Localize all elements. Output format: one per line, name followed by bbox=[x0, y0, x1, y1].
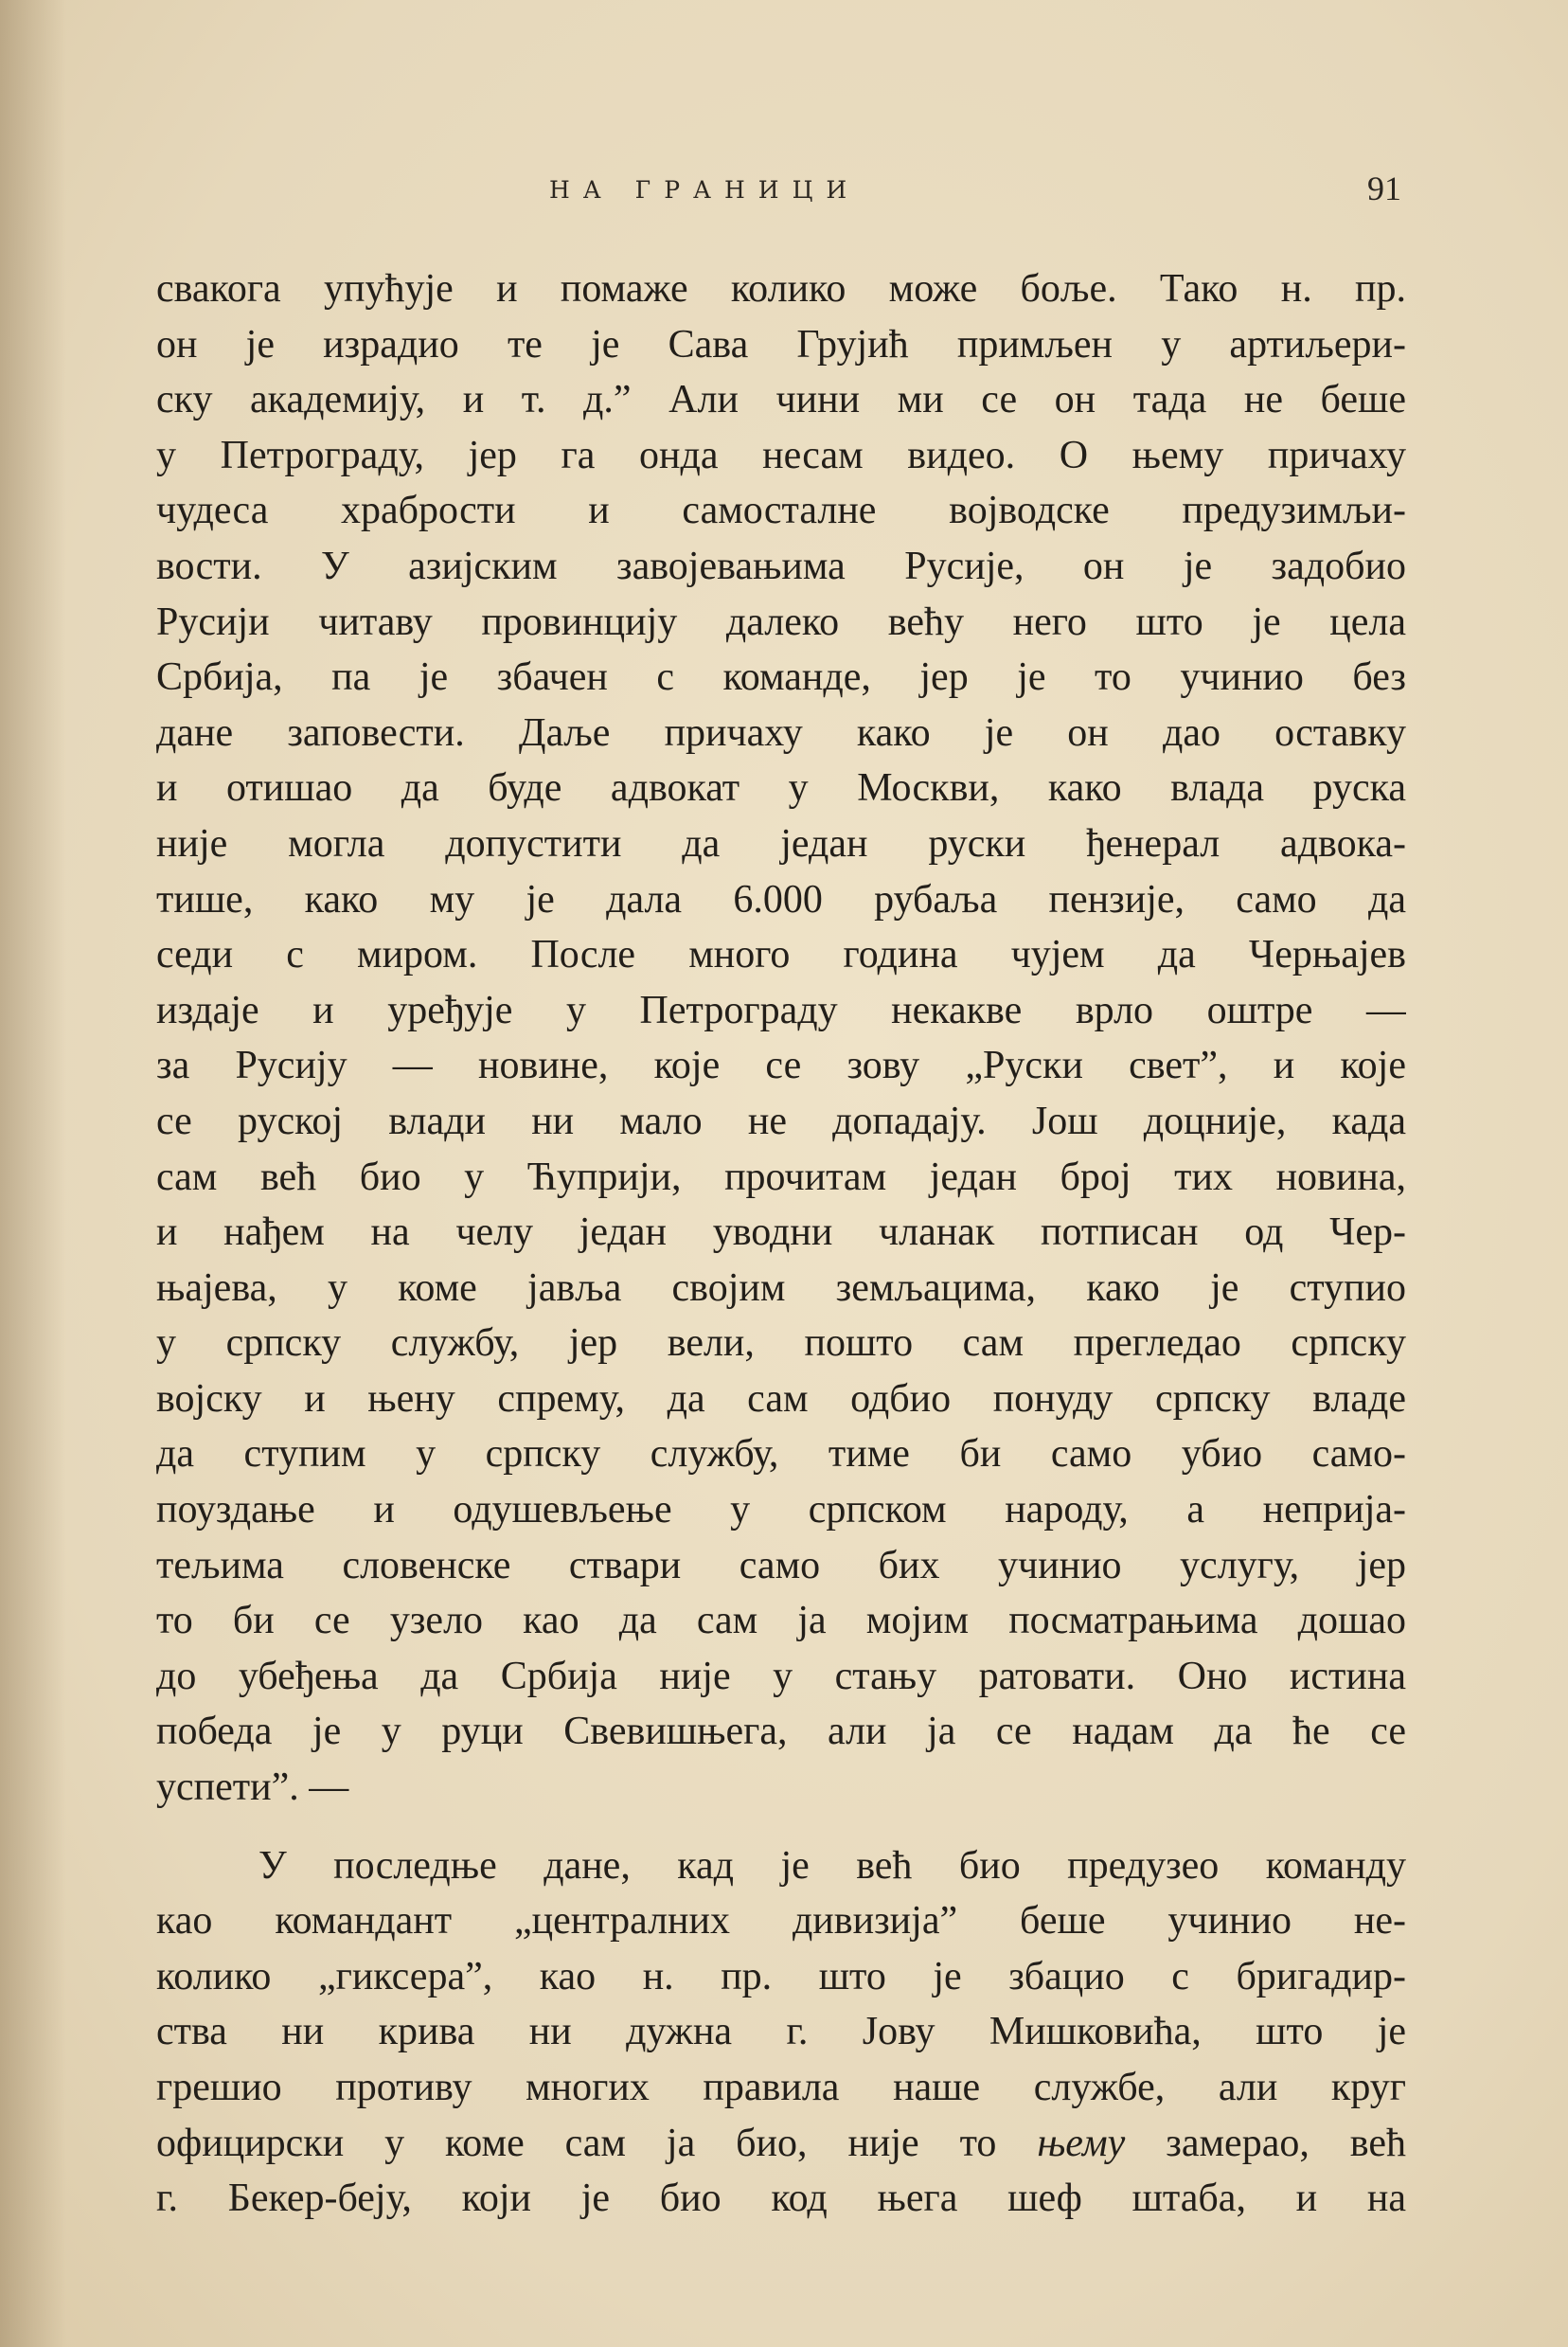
text-line: ства ни крива ни дужна г. Јову Мишковића, што је bbox=[156, 2010, 1406, 2054]
text-line: војску и њену спрему, да сам одбио понуду српску владе bbox=[156, 1376, 1406, 1421]
spine-shadow bbox=[0, 0, 66, 2347]
text-line: за Русију — новине, које се зову „Руски свет”, и које bbox=[156, 1044, 1406, 1088]
text-line: Србија, па је збачен с команде, јер је то учинио без bbox=[156, 655, 1406, 700]
paragraph-gap bbox=[156, 1816, 1406, 1838]
text-line: успети”. — bbox=[156, 1765, 349, 1810]
text-line: г. Бекер-беју, који је био код њега шеф штаба, и на bbox=[156, 2177, 1406, 2221]
paragraph-1 bbox=[156, 261, 1406, 1816]
text-line: да ступим у српску службу, тиме би само убио само- bbox=[156, 1432, 1406, 1477]
text-line: он је израдио те је Сава Грујић примљен у артиљери- bbox=[156, 322, 1406, 367]
text-line: поуздање и одушевљење у српском народу, а неприја- bbox=[156, 1488, 1406, 1532]
running-title: НА ГРАНИЦИ bbox=[549, 176, 861, 204]
text-line: У последње дане, кад је већ био предузео команду bbox=[258, 1843, 1406, 1888]
text-segment: официрски у коме сам ја био, није то bbox=[156, 2121, 1038, 2165]
text-line: грешио противу многих правила наше службе, али круг bbox=[156, 2066, 1406, 2109]
text-line: издаје и уређује у Петрограду некакве врло оштре — bbox=[156, 988, 1406, 1032]
text-line: као командант „централних дивизија” беше учинио не- bbox=[156, 1899, 1406, 1944]
text-line: колико „гиксера”, као н. пр. што је збацио с бригадир- bbox=[156, 1954, 1406, 1998]
paragraph-2 bbox=[156, 1838, 1406, 2227]
text-line: и отишао да буде адвокат у Москви, како влада руска bbox=[156, 766, 1406, 811]
text-line: ску академију, и т. д.” Али чини ми се он тада не беше bbox=[156, 378, 1406, 422]
text-line: тељима словенске ствари само бих учинио услугу, јер bbox=[156, 1543, 1406, 1587]
text-segment: замерао, већ bbox=[1125, 2121, 1406, 2165]
text-line: тише, како му је дала 6.000 рубаља пензије, само да bbox=[156, 877, 1406, 922]
text-line: сам већ био у Ћуприји, прочитам један број тих новина, bbox=[156, 1155, 1406, 1199]
text-line: у Петрограду, јер га онда несам видео. О њему причаху bbox=[156, 433, 1406, 477]
text-line: Русији читаву провинцију далеко већу него што је цела bbox=[156, 600, 1406, 644]
emphasized-word: њему bbox=[1037, 2121, 1126, 2165]
text-line: седи с миром. После много година чујем да Черњајев bbox=[156, 933, 1406, 977]
text-line: дане заповести. Даље причаху како је он дао оставку bbox=[156, 710, 1406, 755]
text-line: у српску службу, јер вели, пошто сам прегледао српску bbox=[156, 1321, 1406, 1366]
text-line: се руској влади ни мало не допадају. Још доцније, када bbox=[156, 1099, 1406, 1143]
page-number: 91 bbox=[1367, 170, 1401, 207]
text-line: то би се узело као да сам ја мојим посматрањима дошао bbox=[156, 1599, 1406, 1643]
text-line: њајева, у коме јавља својим земљацима, како је ступио bbox=[156, 1265, 1406, 1310]
text-line: и нађем на челу један уводни чланак потписан од Чер- bbox=[156, 1210, 1406, 1255]
text-line: свакога упућује и помаже колико може боље. Тако н. пр. bbox=[156, 267, 1406, 311]
text-line: чудеса храбрости и самосталне војводске предузимљи- bbox=[156, 489, 1406, 533]
text-line-with-emphasis bbox=[156, 2116, 1406, 2172]
body-text bbox=[156, 261, 1406, 2227]
text-line: до убеђења да Србија није у стању ратовати. Оно истина bbox=[156, 1654, 1406, 1698]
page-header bbox=[151, 169, 1401, 225]
text-line: није могла допустити да један руски ђенерал адвока- bbox=[156, 821, 1406, 866]
text-line: победа је у руци Свевишњега, али ја се надам да ће се bbox=[156, 1710, 1406, 1754]
text-line: вости. У азијским завојевањима Русије, он је задобио bbox=[156, 544, 1406, 588]
